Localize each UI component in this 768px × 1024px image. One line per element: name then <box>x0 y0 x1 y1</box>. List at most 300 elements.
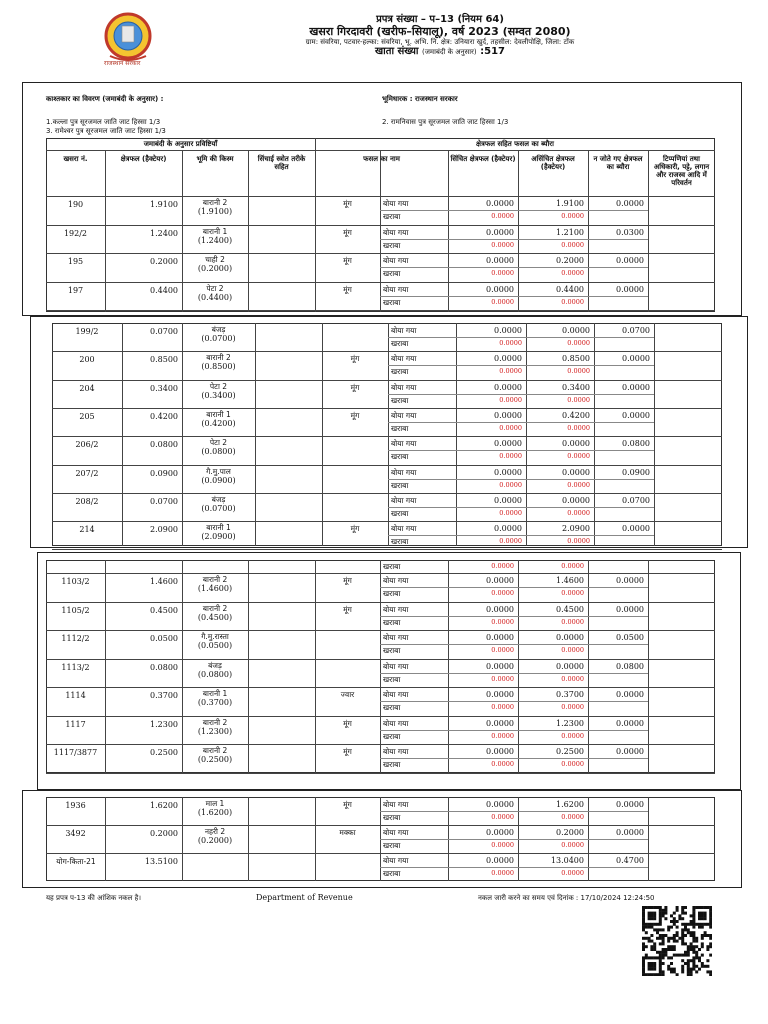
qr-module <box>692 909 695 912</box>
row-line <box>52 549 722 550</box>
qr-module <box>656 923 659 926</box>
qr-module <box>692 948 695 951</box>
qr-module <box>687 959 690 962</box>
land-area: (1.4600) <box>197 584 233 593</box>
irrigated-area: 0.0000 <box>494 326 522 335</box>
sown-label: बोया गया <box>383 718 409 728</box>
fallow-area: 0.0000 <box>616 828 644 837</box>
column-line <box>388 323 389 546</box>
irrigated-area: 0.0000 <box>486 690 514 699</box>
doc-header <box>200 14 680 58</box>
damage-irrigated: 0.0000 <box>491 589 514 598</box>
qr-module <box>659 928 662 931</box>
row-line <box>380 839 648 840</box>
qr-module <box>653 973 656 976</box>
damage-unirrigated: 0.0000 <box>567 367 590 376</box>
group-header-crops: क्षेत्रफल सहित फसल का ब्यौरा <box>476 140 554 148</box>
qr-module <box>684 934 687 937</box>
khasra-number: 1936 <box>65 801 86 810</box>
location-line: ग्राम: संवरिया, पटवार-हल्का: संवरिया, भू. अभि. नि. क्षेत्र: उनियारा खुर्द, तहसील: देवलीपोक्षि, जिला: टोंक <box>305 38 575 47</box>
land-type: चाही 2 <box>205 255 225 264</box>
row-line <box>46 282 715 283</box>
area-value: 0.0800 <box>150 440 178 450</box>
crop-name: मूंग <box>350 354 360 364</box>
qr-module <box>673 945 676 948</box>
damage-label: खराबा <box>391 452 409 462</box>
qr-module <box>645 906 648 909</box>
qr-module <box>659 962 662 965</box>
row-line <box>388 450 654 451</box>
qr-module <box>692 965 695 968</box>
damage-unirrigated: 0.0000 <box>561 869 584 877</box>
qr-module <box>642 956 645 959</box>
row-line <box>388 394 654 395</box>
qr-module <box>667 945 670 948</box>
qr-module <box>645 926 648 929</box>
column-line <box>648 560 649 773</box>
qr-module <box>653 928 656 931</box>
column-line <box>248 560 249 773</box>
qr-module <box>650 965 653 968</box>
sown-label: बोया गया <box>391 354 417 364</box>
row-line <box>380 210 648 211</box>
qr-module <box>659 934 662 937</box>
damage-label: खराबा <box>391 339 409 349</box>
crop-name: मूंग <box>343 800 352 809</box>
damage-irrigated: 0.0000 <box>491 212 514 221</box>
land-area: (1.2300) <box>197 726 233 736</box>
column-line <box>315 797 316 881</box>
qr-module <box>659 959 662 962</box>
qr-module <box>642 920 645 923</box>
qr-module <box>659 923 662 926</box>
qr-module <box>709 954 712 957</box>
land-type: बारानी 2 <box>202 198 228 207</box>
qr-module <box>645 956 648 959</box>
damage-label: खराबा <box>383 589 401 599</box>
unirrigated-area: 0.3400 <box>562 382 590 392</box>
land-type: बंजड़ <box>208 660 222 670</box>
qr-module <box>653 912 656 915</box>
row-line <box>52 408 722 409</box>
qr-module <box>653 942 656 945</box>
qr-module <box>698 959 701 962</box>
land-area: (0.2000) <box>197 264 233 273</box>
qr-module <box>673 937 676 940</box>
damage-irrigated: 0.0000 <box>491 297 514 306</box>
land-area: (0.3400) <box>201 390 236 400</box>
unirrigated-area: 2.0900 <box>562 524 590 534</box>
fallow-area: 0.0800 <box>616 661 644 671</box>
qr-module <box>662 928 665 931</box>
land-area: (0.0800) <box>197 669 233 679</box>
row-line <box>46 687 715 688</box>
row-line <box>46 310 715 311</box>
qr-module <box>709 912 712 915</box>
irrigated-area: 0.0000 <box>494 439 522 449</box>
unirrigated-area: 0.8500 <box>562 354 590 364</box>
crop-name: मूंग <box>343 747 352 756</box>
qr-module <box>676 909 679 912</box>
sown-label: बोया गया <box>391 326 417 335</box>
qr-module <box>659 973 662 976</box>
sown-label: बोया गया <box>383 633 409 642</box>
qr-module <box>670 914 673 917</box>
qr-module <box>698 923 701 926</box>
khasra-number: 200 <box>79 355 95 365</box>
row-line <box>380 267 648 268</box>
qr-module <box>690 959 693 962</box>
damage-unirrigated: 0.0000 <box>561 674 584 683</box>
qr-module <box>681 928 684 931</box>
qr-module <box>662 937 665 940</box>
qr-module <box>706 970 709 973</box>
damage-unirrigated: 0.0000 <box>561 617 584 626</box>
qr-module <box>687 923 690 926</box>
qr-module <box>653 945 656 948</box>
qr-module <box>692 968 695 971</box>
qr-module <box>704 912 707 915</box>
qr-module <box>684 906 687 909</box>
qr-module <box>659 912 662 915</box>
area-value: 2.0900 <box>150 525 178 535</box>
column-header: असिंचित क्षेत्रफल (हैक्टेयर) <box>531 155 575 172</box>
damage-label: खराबा <box>383 760 401 770</box>
land-type: बारानी 2 <box>206 353 231 363</box>
qr-module <box>676 906 679 909</box>
column-line <box>248 150 249 312</box>
land-area: (0.8500) <box>201 362 236 372</box>
damage-unirrigated: 0.0000 <box>567 452 590 461</box>
qr-module <box>642 917 645 920</box>
qr-module <box>667 926 670 929</box>
fallow-area: 0.0000 <box>616 800 644 809</box>
land-type: गै.मु.रास्ता <box>201 632 229 641</box>
qr-module <box>701 906 704 909</box>
qr-module <box>692 906 695 909</box>
irrigated-area: 0.0000 <box>486 718 514 728</box>
land-type: बारानी 1 <box>202 689 228 698</box>
khasra-number: 1113/2 <box>61 662 90 672</box>
column-header: भूमि की किस्म <box>196 155 234 163</box>
qr-module <box>690 931 693 934</box>
qr-module <box>648 912 651 915</box>
qr-module <box>650 940 653 943</box>
crop-name: मूंग <box>343 604 352 614</box>
qr-module <box>695 906 698 909</box>
qr-module <box>653 962 656 965</box>
total-irrigated: 0.0000 <box>486 856 514 865</box>
qr-module <box>650 912 653 915</box>
qr-module <box>673 948 676 951</box>
row-line <box>46 196 715 197</box>
unirrigated-area: 0.0000 <box>562 467 590 477</box>
irrigated-area: 0.0000 <box>486 800 514 809</box>
qr-module <box>698 926 701 929</box>
khasra-number: 206/2 <box>75 440 99 450</box>
land-area: (0.0500) <box>197 641 233 650</box>
qr-module <box>681 970 684 973</box>
row-line <box>380 867 648 868</box>
qr-module <box>656 928 659 931</box>
qr-module <box>645 945 648 948</box>
qr-module <box>642 923 645 926</box>
qr-module <box>650 956 653 959</box>
damage-irrigated: 0.0000 <box>491 841 514 849</box>
area-value: 0.4400 <box>150 285 178 295</box>
row-line <box>46 225 715 226</box>
irrigated-area: 0.0000 <box>494 467 522 477</box>
qr-module <box>650 917 653 920</box>
damage-label: खराबा <box>391 395 409 405</box>
qr-module <box>662 940 665 943</box>
qr-module <box>662 951 665 954</box>
qr-module <box>664 917 667 920</box>
qr-module <box>659 906 662 909</box>
qr-module <box>664 954 667 957</box>
qr-module <box>656 931 659 934</box>
fallow-area: 0.0500 <box>616 633 644 642</box>
row-line <box>52 465 722 466</box>
damage-label: खराबा <box>383 841 401 850</box>
fallow-area: 0.0700 <box>622 495 650 505</box>
damage-unirrigated: 0.0000 <box>561 703 584 712</box>
land-type: बारानी 1 <box>206 409 231 419</box>
qr-module <box>662 962 665 965</box>
damage-label: खराबा <box>391 508 409 518</box>
area-value: 0.4500 <box>150 605 178 615</box>
fallow-area: 0.0000 <box>616 199 644 208</box>
qr-module <box>664 906 667 909</box>
fallow-area: 0.0000 <box>622 524 650 534</box>
row-line <box>52 436 722 437</box>
unirrigated-area: 1.2100 <box>556 227 584 237</box>
fallow-area: 0.0000 <box>616 256 644 265</box>
damage-label: खराबा <box>383 731 401 741</box>
qr-module <box>701 912 704 915</box>
qr-module <box>659 917 662 920</box>
qr-module <box>698 914 701 917</box>
irrigated-area: 0.0000 <box>494 410 522 420</box>
qr-module <box>659 937 662 940</box>
qr-module <box>704 917 707 920</box>
unirrigated-area: 0.2000 <box>556 256 584 265</box>
qr-module <box>667 965 670 968</box>
qr-module <box>692 926 695 929</box>
area-value: 0.8500 <box>150 355 178 365</box>
qr-module <box>648 956 651 959</box>
department-label: Department of Revenue <box>256 893 353 902</box>
area-value: 0.0500 <box>150 634 178 643</box>
land-area: (0.0800) <box>201 447 236 457</box>
qr-module <box>670 962 673 965</box>
qr-module <box>662 954 665 957</box>
qr-module <box>709 923 712 926</box>
crop-name: मूंग <box>343 199 352 208</box>
unirrigated-area: 0.2000 <box>556 828 584 837</box>
area-value: 0.3700 <box>150 691 178 700</box>
qr-module <box>659 968 662 971</box>
qr-module <box>670 956 673 959</box>
damage-label: खराबा <box>383 562 401 571</box>
damage-irrigated: 0.0000 <box>499 339 522 348</box>
qr-module <box>659 954 662 957</box>
qr-module <box>692 914 695 917</box>
khasra-number: 1112/2 <box>61 634 90 643</box>
area-value: 0.2500 <box>150 748 178 757</box>
qr-module <box>673 920 676 923</box>
crop-name: मूंग <box>343 718 352 728</box>
irrigated-area: 0.0000 <box>486 227 514 237</box>
qr-module <box>650 948 653 951</box>
row-line <box>380 644 648 645</box>
damage-unirrigated: 0.0000 <box>567 424 590 433</box>
area-value: 0.2000 <box>150 829 178 838</box>
qr-module <box>709 934 712 937</box>
qr-module <box>709 926 712 929</box>
sown-label: बोया गया <box>383 227 409 237</box>
qr-module <box>648 917 651 920</box>
row-line <box>380 811 648 812</box>
qr-module <box>648 937 651 940</box>
damage-irrigated: 0.0000 <box>491 674 514 683</box>
qr-module <box>709 942 712 945</box>
qr-module <box>690 923 693 926</box>
qr-module <box>656 973 659 976</box>
form-number: प्रपत्र संख्या – प–13 (नियम 64) <box>376 14 504 25</box>
damage-unirrigated: 0.0000 <box>561 646 584 655</box>
damage-unirrigated: 0.0000 <box>567 537 590 546</box>
land-type: पेटा 2 <box>209 381 228 391</box>
sown-label: बोया गया <box>383 690 409 699</box>
damage-label: खराबा <box>383 703 401 713</box>
qr-module <box>642 962 645 965</box>
fallow-area: 0.0900 <box>622 467 650 477</box>
damage-irrigated: 0.0000 <box>499 537 522 546</box>
damage-irrigated: 0.0000 <box>491 760 514 769</box>
damage-irrigated: 0.0000 <box>491 562 514 570</box>
damage-irrigated: 0.0000 <box>499 480 522 489</box>
sown-label: बोया गया <box>383 256 409 265</box>
column-line <box>648 150 649 312</box>
khata-line: खाता संख्या (जमाबंदी के अनुसार) :517 <box>374 46 506 58</box>
qr-module <box>653 965 656 968</box>
qr-module <box>706 923 709 926</box>
qr-module <box>645 973 648 976</box>
qr-module <box>687 970 690 973</box>
qr-module <box>690 948 693 951</box>
qr-module <box>670 970 673 973</box>
qr-module <box>664 909 667 912</box>
qr-module <box>642 959 645 962</box>
sown-label: बोया गया <box>391 495 417 505</box>
row-line <box>380 296 648 297</box>
row-line <box>46 573 715 574</box>
damage-unirrigated: 0.0000 <box>567 339 590 348</box>
qr-module <box>681 937 684 940</box>
qr-module <box>690 945 693 948</box>
row-line <box>46 630 715 631</box>
khasra-number: 1117/3877 <box>53 748 98 757</box>
qr-module <box>701 965 704 968</box>
damage-label: खराबा <box>383 269 401 279</box>
sown-label: बोया गया <box>383 199 409 208</box>
qr-module <box>667 948 670 951</box>
land-area: (1.9100) <box>197 207 233 216</box>
qr-module <box>648 962 651 965</box>
khasra-number: 190 <box>67 200 84 209</box>
qr-module <box>690 920 693 923</box>
qr-module <box>659 914 662 917</box>
qr-module <box>645 954 648 957</box>
total-fallow: 0.4700 <box>616 856 644 865</box>
unirrigated-area: 0.0000 <box>562 495 590 505</box>
land-type: पेटा 2 <box>209 438 228 448</box>
qr-module <box>681 968 684 971</box>
row-line <box>388 422 654 423</box>
irrigated-area: 0.0000 <box>486 576 514 585</box>
row-line <box>52 351 722 352</box>
qr-module <box>704 934 707 937</box>
column-header: सिंचित क्षेत्रफल (हैक्टेयर) <box>450 155 516 163</box>
qr-module <box>684 926 687 929</box>
damage-label: खराबा <box>391 367 409 377</box>
qr-module <box>687 968 690 971</box>
qr-module <box>648 906 651 909</box>
qr-module <box>690 934 693 937</box>
qr-module <box>662 909 665 912</box>
qr-module <box>642 937 645 940</box>
sown-label: बोया गया <box>383 800 409 809</box>
qr-module <box>704 914 707 917</box>
qr-module <box>662 956 665 959</box>
area-value: 0.0700 <box>150 327 178 336</box>
qr-module <box>650 973 653 976</box>
qr-module <box>706 945 709 948</box>
unirrigated-area: 1.2300 <box>556 718 584 728</box>
irrigated-area: 0.0000 <box>486 633 514 642</box>
land-type: बारानी 2 <box>202 575 228 584</box>
qr-module <box>650 962 653 965</box>
qr-module <box>698 912 701 915</box>
damage-irrigated: 0.0000 <box>491 703 514 712</box>
qr-module <box>673 940 676 943</box>
khasra-number: 1105/2 <box>61 605 90 615</box>
damage-unirrigated: 0.0000 <box>561 240 584 249</box>
qr-module <box>676 931 679 934</box>
land-type: माल 1 <box>205 799 225 808</box>
land-area: (0.4200) <box>201 418 236 428</box>
qr-module <box>692 951 695 954</box>
irrigated-area: 0.0000 <box>494 354 522 364</box>
qr-module <box>687 928 690 931</box>
qr-module <box>709 909 712 912</box>
land-type: बारानी 1 <box>202 226 228 236</box>
row-line <box>46 253 715 254</box>
land-area: (0.0700) <box>201 334 236 343</box>
qr-module <box>642 909 645 912</box>
damage-irrigated: 0.0000 <box>499 424 522 433</box>
qr-module <box>709 906 712 909</box>
group-header-records: जमाबंदी के अनुसार प्रविष्टियाँ <box>143 140 218 148</box>
qr-module <box>687 945 690 948</box>
qr-module <box>678 914 681 917</box>
crop-name: मूंग <box>343 576 352 585</box>
page-title: खसरा गिरदावरी (खरीफ–सियालू), वर्ष 2023 (सम्वत 2080) <box>309 24 571 38</box>
damage-irrigated: 0.0000 <box>499 367 522 376</box>
damage-unirrigated: 0.0000 <box>567 395 590 404</box>
qr-module <box>648 914 651 917</box>
